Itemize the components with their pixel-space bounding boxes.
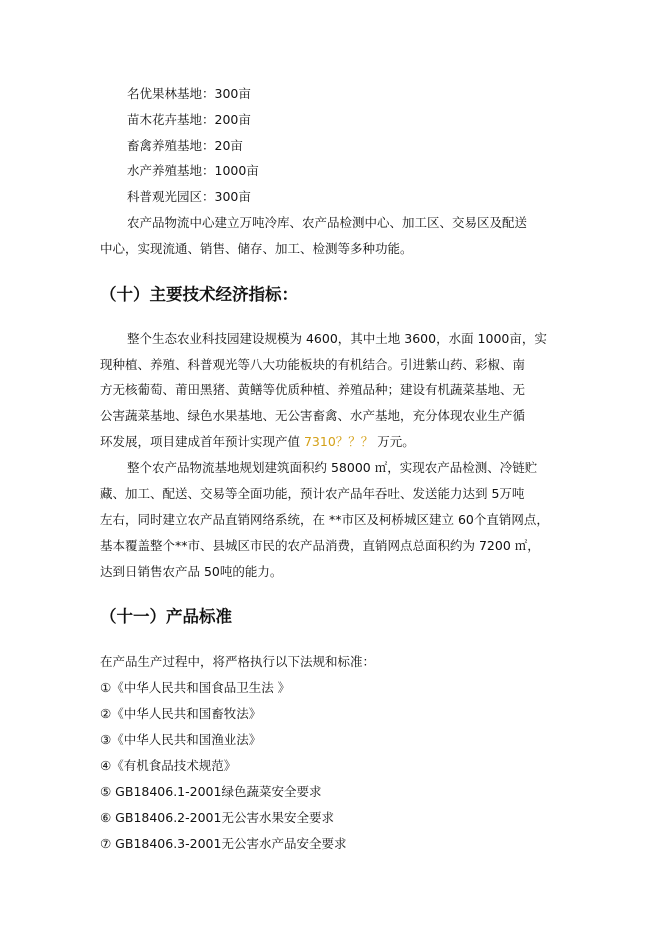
paragraph-line: 农产品物流中心建立万吨冷库、农产品检测中心、加工区、交易区及配送 — [127, 215, 528, 230]
paragraph-line: 整个生态农业科技园建设规模为 4600，其中土地 3600，水面 1000亩，实 — [127, 331, 547, 346]
section-heading: （十一）产品标准 — [100, 607, 232, 626]
paragraph-line: 中心，实现流通、销售、储存、加工、检测等多种功能。 — [100, 241, 413, 256]
highlighted-value: 7310？？？ — [303, 434, 374, 449]
paragraph-line — [100, 434, 415, 450]
paragraph-line: 整个农产品物流基地规划建筑面积约 58000 ㎡，实现农产品检测、冷链贮 — [127, 460, 538, 475]
paragraph-line: 达到日销售农产品 50吨的能力。 — [100, 564, 283, 579]
standard-item: ④《有机食品技术规范》 — [100, 758, 237, 773]
standard-item: ③《中华人民共和国渔业法》 — [100, 732, 262, 747]
base-item: 名优果林基地：300亩 — [127, 86, 251, 101]
paragraph-line: 现种植、养殖、科普观光等八大功能板块的有机结合。引进紫山药、彩椒、南 — [100, 357, 526, 372]
paragraph-line: 左右，同时建立农产品直销网络系统，在 **市区及柯桥城区建立 60个直销网点， — [100, 512, 549, 527]
paragraph-line: 基本覆盖整个**市、县城区市民的农产品消费，直销网点总面积约为 7200 ㎡， — [100, 538, 540, 553]
base-item: 畜禽养殖基地：20亩 — [127, 138, 243, 153]
paragraph-line: 在产品生产过程中，将严格执行以下法规和标准： — [100, 654, 376, 669]
section-heading: （十）主要技术经济指标： — [100, 285, 298, 304]
base-item: 苗木花卉基地：200亩 — [127, 112, 251, 127]
standard-item: ①《中华人民共和国食品卫生法 》 — [100, 680, 291, 695]
standard-item: ②《中华人民共和国畜牧法》 — [100, 706, 262, 721]
standard-item: ⑦ GB18406.3-2001无公害水产品安全要求 — [100, 836, 347, 851]
base-item: 水产养殖基地：1000亩 — [127, 163, 259, 178]
paragraph-line: 公害蔬菜基地、绿色水果基地、无公害畜禽、水产基地，充分体现农业生产循 — [100, 408, 526, 423]
standard-item: ⑥ GB18406.2-2001无公害水果安全要求 — [100, 810, 334, 825]
text-suffix: 万元。 — [373, 434, 415, 449]
text-prefix: 环发展，项目建成首年预计实现产值 — [100, 434, 304, 449]
standard-item: ⑤ GB18406.1-2001绿色蔬菜安全要求 — [100, 784, 322, 799]
paragraph-line: 方无核葡萄、莆田黑猪、黄鳝等优质种植、养殖品种；建设有机蔬菜基地、无 — [100, 382, 526, 397]
base-item: 科普观光园区：300亩 — [127, 189, 251, 204]
paragraph-line: 藏、加工、配送、交易等全面功能，预计农产品年吞吐、发送能力达到 5万吨 — [100, 486, 525, 501]
